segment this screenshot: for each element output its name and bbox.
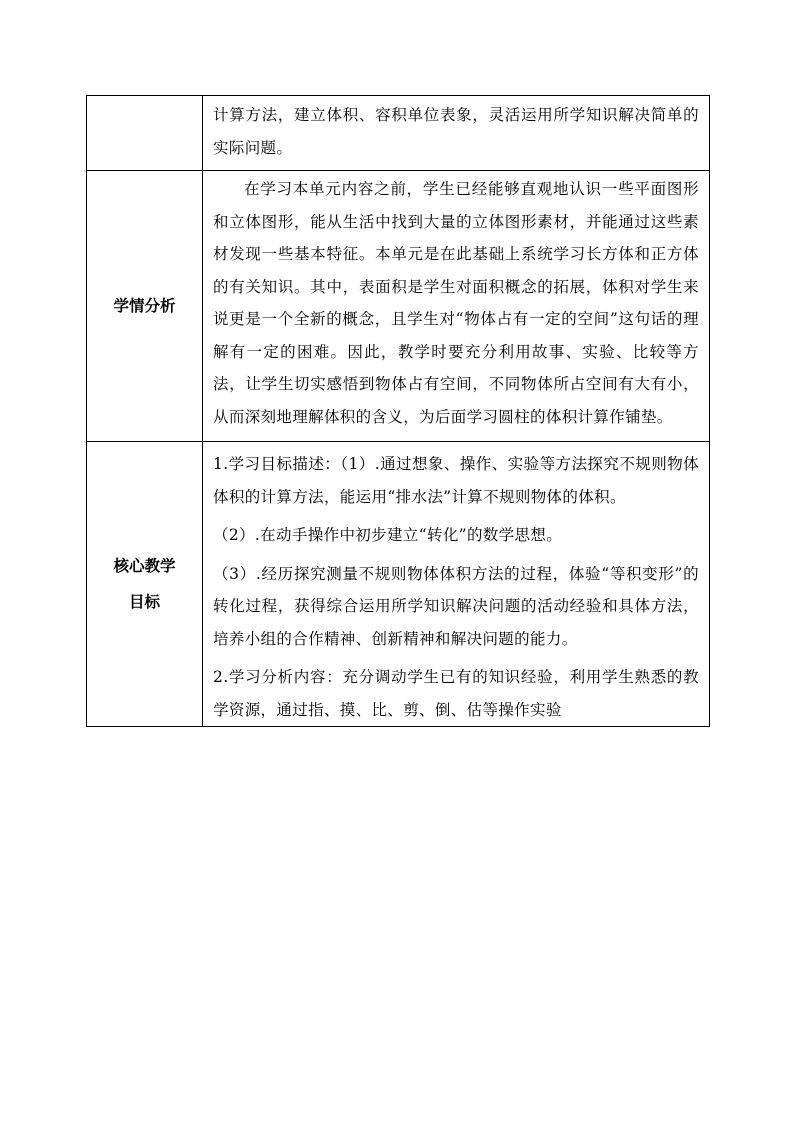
paragraph: 1.学习目标描述：（1）.通过想象、操作、实验等方法探究不规则物体体积的计算方法，能运用“排水法”计算不规则物体的体积。: [213, 455, 699, 506]
table-row-learner-analysis: [87, 171, 710, 442]
row-label-line: 目标: [128, 593, 160, 611]
lesson-plan-table: [86, 95, 710, 727]
paragraph: （3）.经历探究测量不规则物体体积方法的过程，体验“等积变形”的转化过程，获得综合运用所学知识解决问题的活动经验和具体方法，培养小组的合作精神、创新精神和解决问题的能力。: [213, 564, 699, 648]
row-label-empty: [87, 96, 203, 171]
paragraph: （2）.在动手操作中初步建立“转化”的数学思想。: [213, 526, 563, 544]
row-content-continued: [203, 96, 710, 171]
paragraph: 2.学习分析内容：充分调动学生已有的知识经验，利用学生熟悉的教学资源，通过指、摸、比、剪、倒、估等操作实验: [213, 668, 699, 719]
table-row-core-objectives: [87, 442, 710, 727]
row-label-line: 核心教学: [113, 557, 176, 575]
row-label-learner-analysis: 学情分析: [87, 171, 203, 442]
row-label-core-objectives: [87, 442, 203, 727]
table-row-continued: [87, 96, 710, 171]
row-content-core-objectives: [203, 442, 710, 727]
paragraph: 计算方法，建立体积、容积单位表象，灵活运用所学知识解决简单的实际问题。: [213, 106, 699, 157]
row-content-learner-analysis: [203, 171, 710, 442]
paragraph: 在学习本单元内容之前，学生已经能够直观地认识一些平面图形和立体图形，能从生活中找到大量的立体图形素材，并能通过这些素材发现一些基本特征。本单元是在此基础上系统学习长方体和正方体的有关知识。其中，表面积是学生对面积概念的拓展，体积对学生来说更是一个全新的概念，且学生对“物体占有一定的空间”这句话的理解有一定的困难。因此，教学时要充分利用故事、实验、比较等方法，让学生切实感悟到物体占有空间，不同物体所占空间有大有小，从而深刻地理解体积的含义，为后面学习圆柱的体积计算作铺垫。: [213, 180, 699, 426]
